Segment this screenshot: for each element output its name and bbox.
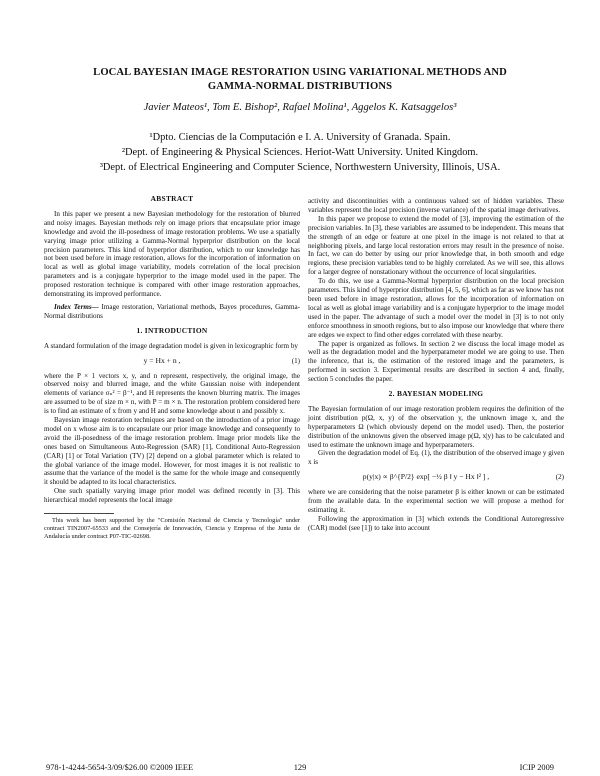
footer-isbn: 978-1-4244-5654-3/09/$26.00 ©2009 IEEE: [46, 763, 194, 772]
abstract-heading: ABSTRACT: [150, 194, 194, 203]
intro-paragraph-3: Bayesian image restoration techniques are based on the introduction of a prior image model on x whose aim is to encapsulate our prior image knowledge and consequently to avoid the ill-posedness of the image restoration problem. Image prior models like the ones based on Simultaneous Auto-Regression (SAR) [1], Conditional Auto-Regression (CAR) [1] or Total Variation (TV) [2] depend on a global parameter which is related to the global variance of the image model. However, for most images it is not realistic to assume that the variance of the model is the same for the whole image and consequently it should be adapted to its local characteristics.: [44, 416, 300, 487]
bayes-paragraph-4: Following the approximation in [3] which extends the Conditional Autoregressive (CAR) model (see [1]) to take into account: [308, 514, 564, 532]
intro-paragraph-1: A standard formulation of the image degradation model is given in lexicographic form by: [44, 341, 298, 350]
introduction-heading: 1. INTRODUCTION: [136, 325, 208, 335]
funding-footnote: This work has been supported by the "Comisión Nacional de Ciencia y Tecnología" under contract TIN2007-65533 and the Consejería de Innovación, Ciencia y Empresa of the Junta de Andalucía under contract P07-TIC-02698.: [44, 517, 300, 540]
footnote-rule: [44, 513, 114, 514]
equation-1: [44, 357, 300, 366]
equation-2: [308, 473, 564, 482]
title-line-1: LOCAL BAYESIAN IMAGE RESTORATION USING VARIATIONAL METHODS AND: [93, 67, 507, 78]
footer-venue: ICIP 2009: [519, 763, 554, 772]
left-column: [44, 195, 300, 540]
affiliation-3: ³Dept. of Electrical Engineering and Computer Science, Northwestern University, Illinois, USA.: [99, 162, 501, 173]
right-paragraph-4: The paper is organized as follows. In section 2 we discuss the local image model as well as the degradation model and the hyperparameter model we are going to use. Then the inference, that is, the estimation of the restored image and the parameters, is performed in section 3. Experimental results are described in section 4 and, finally, section 5 concludes the paper.: [308, 339, 564, 384]
bayes-paragraph-3: where we are considering that the noise parameter β is either known or can be estimated from the available data. In the experimental section we will propose a method for estimating it.: [308, 488, 564, 514]
right-paragraph-2: In this paper we propose to extend the model of [3], improving the estimation of the precision variables. In [3], these variables are assumed to be independent. This means that the strength of an edge or feature at one pixel in the image is not related to that at neighboring pixels, and large local restoration errors may result in the presence of noise. In fact, we can do better by using our prior knowledge that, in both smooth and edge regions, these precision variables tend to be highly correlated. As we will see, this allows for a larger degree of nonstationary without the occurrence of local singularities.: [308, 214, 564, 277]
right-column: [308, 197, 564, 533]
paper-title: [60, 66, 540, 94]
index-terms: [44, 303, 300, 321]
equation-2-number: (2): [555, 473, 564, 482]
equation-1-number: (1): [291, 356, 300, 365]
author-list: Javier Mateos¹, Tom E. Bishop², Rafael Molina¹, Aggelos K. Katsaggelos³: [143, 102, 457, 113]
abstract-text: In this paper we present a new Bayesian methodology for the restoration of blurred and noisy images. Bayesian methods rely on image priors that encapsulate prior image knowledge and avoid the ill-posedness of image restoration problems. We use a spatially varying image prior utilizing a Gamma-Normal hyperprior distribution on the local precision parameters. This kind of hyperprior distribution, which to our knowledge has not been used before in image restoration, allows for the incorporation of information on local as well as global image variability, models correlation of the local precision parameters and is a conjugate hyperprior to the image model used in the paper. The proposed restoration technique is compared with other image restoration approaches, demonstrating its improved performance.: [44, 209, 300, 299]
bayes-paragraph-1: The Bayesian formulation of our image restoration problem requires the definition of the joint distribution p(Ω, x, y) of the observation y, the unknown image x, and the hyperparameters Ω (which obviously depend on the model used). Then, the posterior distribution of the unknowns given the observed image p(Ω, x|y) has to be calculated and used to estimate the unknown image and hyperparameters.: [308, 404, 564, 449]
footer-page-number: 129: [293, 763, 307, 772]
affiliation-2: ²Dept. of Engineering & Physical Sciences. Heriot-Watt University. United Kingdom.: [121, 147, 479, 158]
bayes-paragraph-2: Given the degradation model of Eq. (1), the distribution of the observed image y given x is: [308, 449, 564, 467]
index-terms-text: Image restoration, Variational methods, Bayes procedures, Gamma-Normal distributions: [44, 302, 300, 320]
title-line-2: GAMMA-NORMAL DISTRIBUTIONS: [207, 81, 393, 92]
equation-1-body: y = Hx + n ,: [143, 355, 181, 365]
index-terms-label: Index Terms—: [54, 302, 99, 311]
intro-paragraph-2: where the P × 1 vectors x, y, and n represent, respectively, the original image, the observed noisy and blurred image, and the white Gaussian noise with independent elements of variance σₙ² = β⁻¹, and H represents the known blurring matrix. The images are assumed to be of size m × n, with P = m × n. The restoration problem considered here is to find an estimate of x from y and H and some knowledge about n and possibly x.: [44, 371, 300, 416]
right-paragraph-1: activity and discontinuities with a continuous valued set of hidden variables. These variables represent the local precision (inverse variance) of the spatial image derivatives.: [308, 197, 564, 214]
bayesian-modeling-heading: 2. BAYESIAN MODELING: [388, 389, 484, 399]
right-paragraph-3: To do this, we use a Gamma-Normal hyperprior distribution on the local precision parameters. This kind of hyperprior distribution [4, 5, 6], which as far as we know has not been used before in image restoration, allows for the incorporation of information on local as well as global image variability and is a conjugate hyperprior to the image model used in the paper. The advantage of such a model over the model in [3] is to not only enforce smoothness in smooth regions, but to also impose our knowledge that where there are edges we expect to find other edges correlated with these nearby.: [308, 277, 564, 339]
intro-paragraph-4: One such spatially varying image prior model was defined recently in [3]. This hierarchical model represents the local image: [44, 487, 300, 505]
affiliation-1: ¹Dpto. Ciencias de la Computación e I. A. University of Granada. Spain.: [149, 132, 451, 143]
affiliations: [40, 130, 560, 175]
equation-2-body: p(y|x) ∝ β^{P/2} exp[ −½ β ‖ y − Hx ‖² ] ,: [362, 472, 490, 482]
